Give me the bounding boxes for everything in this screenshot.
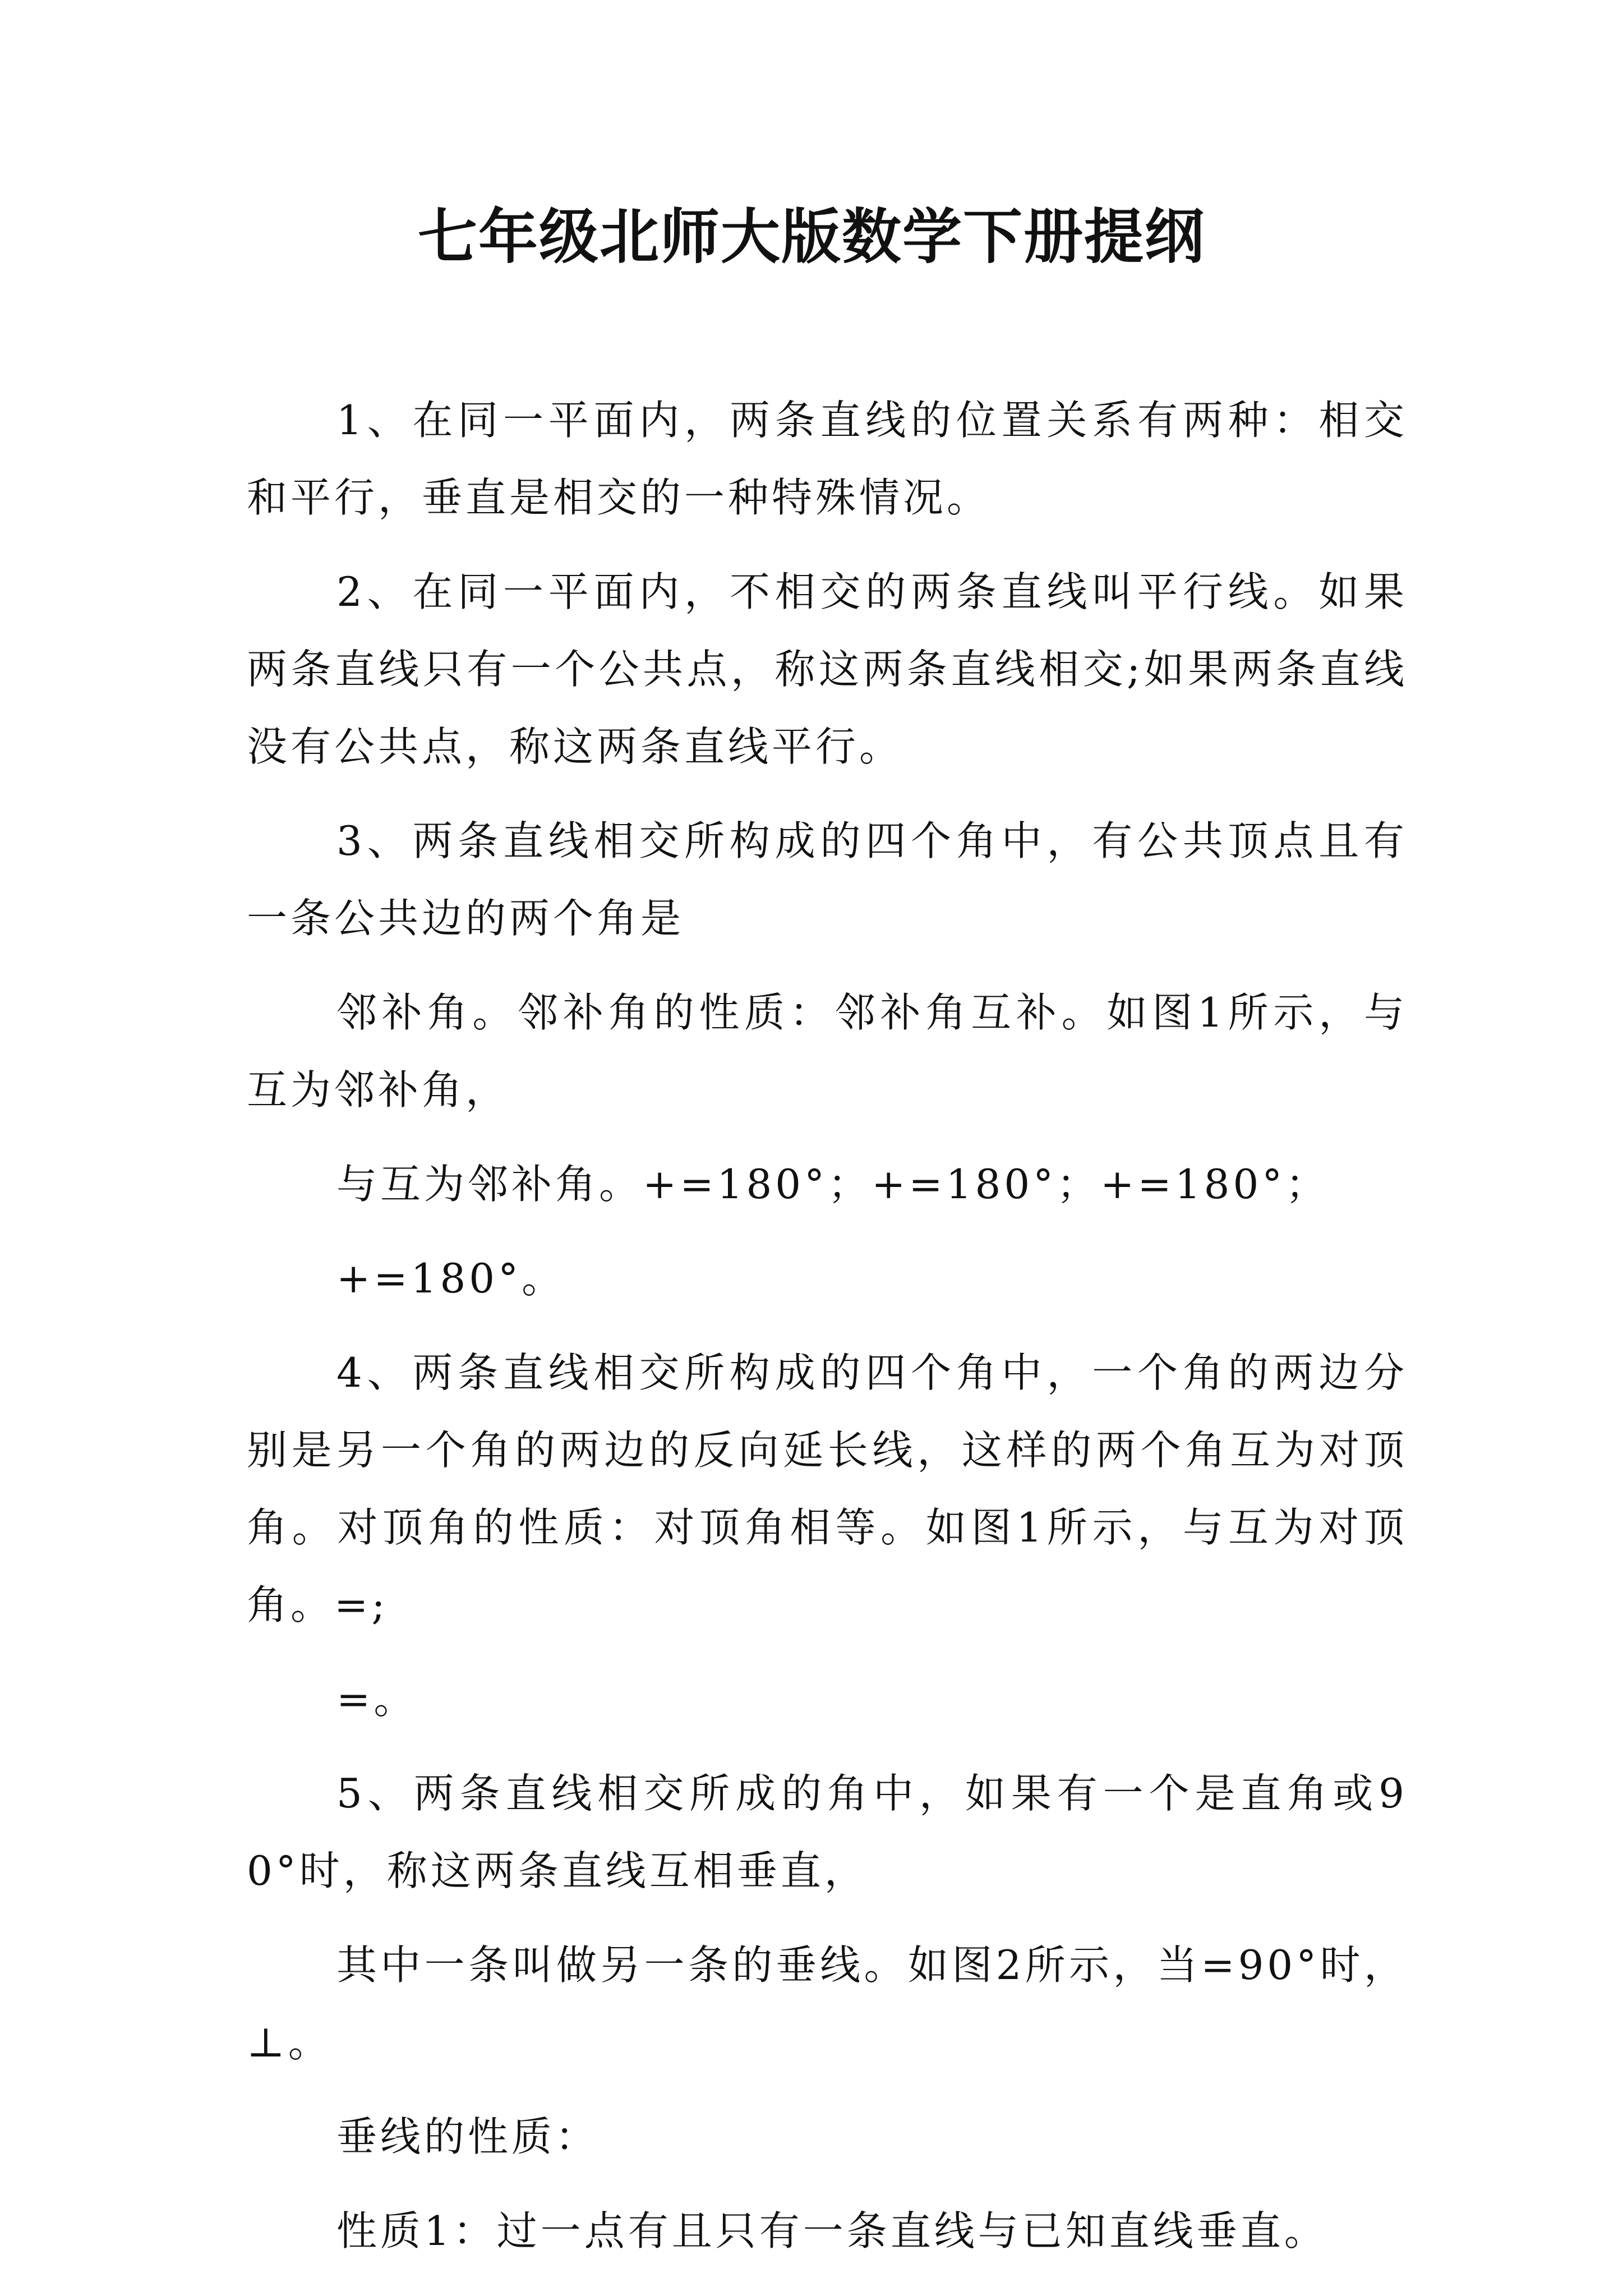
document-body: [247, 381, 1408, 2286]
paragraph-11: 垂线的性质：: [336, 2113, 600, 2160]
paragraph-10: 其中一条叫做另一条的垂线。如图2所示，当=90°时，⊥。: [247, 1941, 1408, 2066]
paragraph-9: 5、两条直线相交所成的角中，如果有一个是直角或90°时，称这两条直线互相垂直，: [247, 1770, 1408, 1894]
paragraph-1: 1、在同一平面内，两条直线的位置关系有两种：相交和平行，垂直是相交的一种特殊情况。: [247, 397, 1408, 521]
paragraph-4: 邻补角。邻补角的性质：邻补角互补。如图1所示，与互为邻补角，: [247, 989, 1408, 1114]
paragraph-12: 性质1：过一点有且只有一条直线与已知直线垂直。: [336, 2207, 1328, 2254]
paragraph-3: 3、两条直线相交所构成的四个角中，有公共顶点且有一条公共边的两个角是: [247, 817, 1408, 942]
paragraph-6: +=180°。: [336, 1255, 566, 1302]
paragraph-5: 与互为邻补角。+=180°；+=180°；+=180°；: [336, 1161, 1330, 1208]
paragraph-2: 2、在同一平面内，不相交的两条直线叫平行线。如果两条直线只有一个公共点，称这两条直线相交;如果两条直线没有公共点，称这两条直线平行。: [247, 568, 1408, 770]
paragraph-7: 4、两条直线相交所构成的四个角中，一个角的两边分别是另一个角的两边的反向延长线，这样的两个角互为对顶角。对顶角的性质：对顶角相等。如图1所示，与互为对顶角。=;: [247, 1349, 1408, 1628]
paragraph-8: =。: [336, 1676, 418, 1723]
document-title: 七年级北师大版数学下册提纲: [418, 201, 1205, 272]
